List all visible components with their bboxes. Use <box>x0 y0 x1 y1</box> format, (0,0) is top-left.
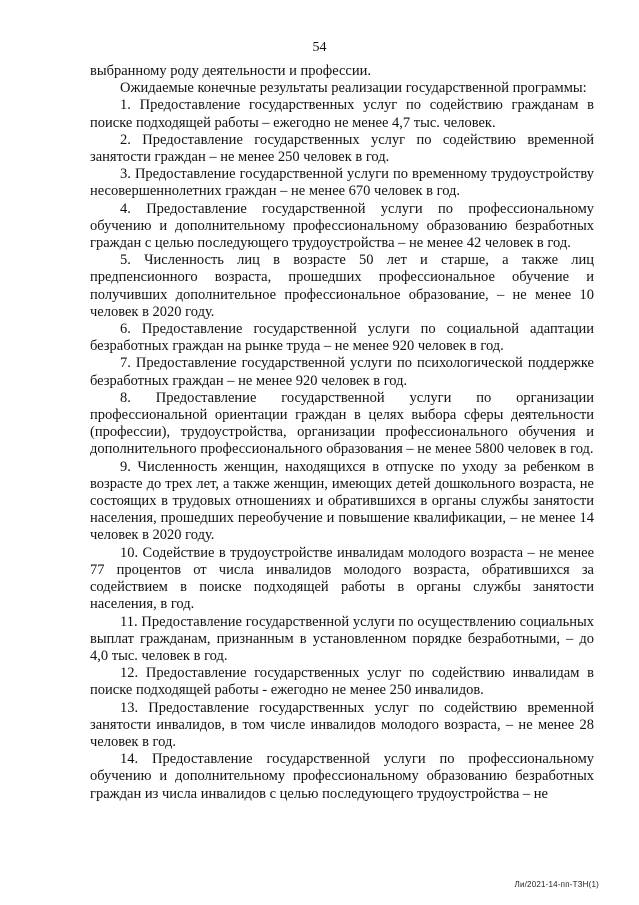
result-item-14: 14. Предоставление государственной услуги по профессиональному обучению и дополнительному профессиональному образованию безработных граждан из числа инвалидов с целью последующего трудоустройства – не <box>90 751 594 802</box>
continuation-line: выбранному роду деятельности и профессии. <box>90 63 372 79</box>
document-body <box>90 63 594 803</box>
result-item-13: 13. Предоставление государственных услуг по содействию временной занятости инвалидов, в том числе инвалидов молодого возраста, – не менее 28 человек в год. <box>90 699 594 750</box>
result-item-12: 12. Предоставление государственных услуг по содействию инвалидам в поиске подходящей работы - ежегодно не менее 250 инвалидов. <box>90 665 594 699</box>
intro-paragraph: Ожидаемые конечные результаты реализации государственной программы: <box>120 80 587 97</box>
page-number: 54 <box>312 40 327 55</box>
result-item-11: 11. Предоставление государственной услуги по осуществлению социальных выплат гражданам, признанным в установленном порядке безработными, – до 4,0 тыс. человек в год. <box>90 613 594 664</box>
document-code: Ли/2021-14-пп-ТЗН(1) <box>514 880 599 889</box>
result-item-6: 6. Предоставление государственной услуги по социальной адаптации безработных граждан на рынке труда – не менее 920 человек в год. <box>90 321 594 355</box>
result-item-4: 4. Предоставление государственной услуги по профессиональному обучению и дополнительному профессиональному образованию безработных граждан с целью последующего трудоустройства – не менее 42 человек в год. <box>90 200 594 252</box>
result-item-1: 1. Предоставление государственных услуг по содействию гражданам в поиске подходящей работы – ежегодно не менее 4,7 тыс. человек. <box>90 97 594 131</box>
result-item-2: 2. Предоставление государственных услуг по содействию временной занятости граждан – не менее 250 человек в год. <box>90 131 594 166</box>
result-item-7: 7. Предоставление государственной услуги по психологической поддержке безработных граждан – не менее 920 человек в год. <box>90 355 594 389</box>
result-item-5: 5. Численность лиц в возрасте 50 лет и старше, а также лиц предпенсионного возраста, прошедших профессиональное обучение и получивших дополнительное профессиональное образование, – не менее 10 человек в 2020 году. <box>90 252 594 320</box>
result-item-9: 9. Численность женщин, находящихся в отпуске по уходу за ребенком в возрасте до трех лет, а также женщин, имеющих детей дошкольного возраста, не состоящих в трудовых отношениях и обратившихся в органы службы занятости населения, прошедших переобучение и повышение квалификации, – не менее 14 человек в 2020 году. <box>90 458 594 544</box>
result-item-10: 10. Содействие в трудоустройстве инвалидам молодого возраста – не менее 77 процентов от числа инвалидов молодого возраста, обратившихся за содействием в поиске подходящей работы в органы службы занятости населения, в год. <box>90 544 594 613</box>
result-item-3: 3. Предоставление государственной услуги по временному трудоустройству несовершеннолетних граждан – не менее 670 человек в год. <box>90 166 594 200</box>
result-item-8: 8. Предоставление государственной услуги по организации профессиональной ориентации граждан в целях выбора сферы деятельности (профессии), трудоустройства, организации профессионального обучения и дополнительного профессионального образования – не менее 5800 человек в год. <box>90 389 594 458</box>
